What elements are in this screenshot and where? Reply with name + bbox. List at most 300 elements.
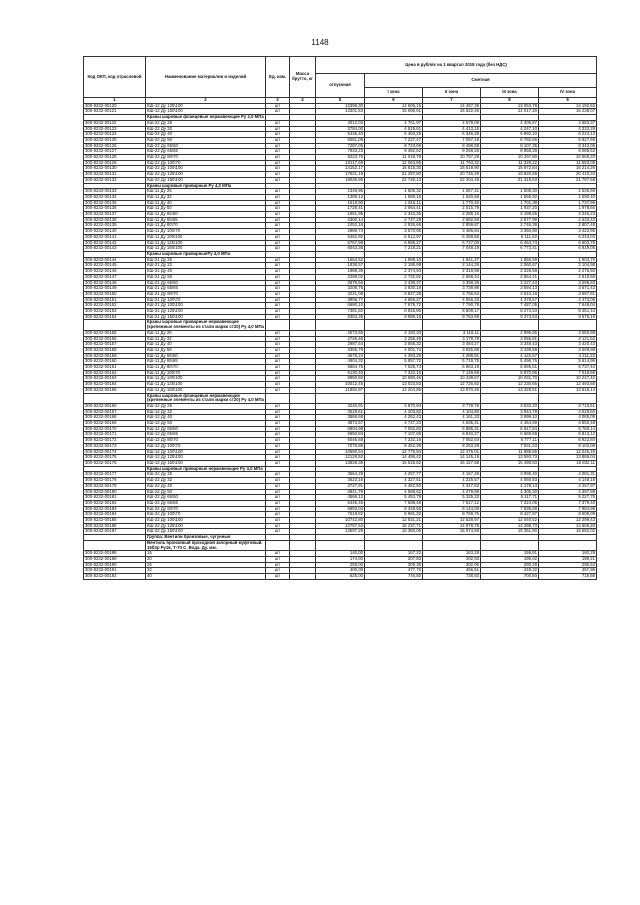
price-cell: 2 195,99 (365, 263, 423, 269)
code-cell: 300-8232-00155 (84, 330, 146, 336)
price-cell: 6130,40 (316, 370, 365, 376)
price-cell: 14152,17 (316, 166, 365, 172)
empty-cell (365, 320, 423, 330)
price-cell: 457,96 (539, 568, 597, 574)
name-cell: КШ-11 Ду 65\50 (146, 212, 266, 218)
price-cell: 8 609,09 (539, 512, 597, 518)
unit-cell: шт (266, 336, 290, 342)
price-cell: 19 920,69 (481, 172, 539, 178)
price-cell: 4 257,77 (365, 472, 423, 478)
price-cell: 10742,80 (316, 518, 365, 524)
price-cell: 6 617,84 (481, 426, 539, 432)
price-cell: 5950,84 (316, 432, 365, 438)
price-cell: 5436,40 (316, 132, 365, 138)
unit-cell: шт (266, 229, 290, 235)
price-cell: 4 406,87 (481, 120, 539, 126)
price-cell: 1 536,69 (539, 189, 597, 195)
price-cell: 2726,46 (316, 336, 365, 342)
price-cell: 6 464,74 (481, 240, 539, 246)
unit-cell: шт (266, 126, 290, 132)
unit-cell: шт (266, 137, 290, 143)
price-cell: 8 144,09 (423, 506, 481, 512)
price-cell: 2 064,41 (365, 206, 423, 212)
price-cell: 4 747,23 (365, 421, 423, 427)
group-name-cell: Краны шаровые фланцевые нержавеющие (крепежные элементы из стали марки ст20) Ру 4,0 МПа (147, 393, 264, 403)
price-cell: 2 668,44 (423, 274, 481, 280)
price-cell: 13 023,83 (365, 382, 423, 388)
price-cell: 10 569,20 (539, 155, 597, 161)
price-cell: 163,28 (423, 551, 481, 557)
price-cell: 2 619,56 (539, 274, 597, 280)
price-cell: 4 060,83 (481, 478, 539, 484)
price-cell: 10 438,67 (423, 376, 481, 382)
price-cell: 5462,92 (316, 234, 365, 240)
price-cell: 13 886,04 (539, 455, 597, 461)
name-cell: КШ-11 Ду 80\70 (146, 365, 266, 371)
price-cell: 7 517,12 (423, 500, 481, 506)
code-cell: 300-8232-00137 (84, 212, 146, 218)
price-cell: 3841,78 (316, 489, 365, 495)
code-cell: 300-8232-00146 (84, 269, 146, 275)
empty-cell (423, 540, 481, 550)
price-cell: 3 756,63 (423, 291, 481, 297)
price-cell: 6 813,12 (539, 432, 597, 438)
code-cell: 300-8232-00176 (84, 461, 146, 467)
price-cell: 6 111,62 (481, 234, 539, 240)
price-cell: 6046,68 (316, 438, 365, 444)
empty-cell (539, 393, 597, 403)
name-cell: КШ-21 Ду 65\50 (146, 280, 266, 286)
code-cell: 300-8232-00130 (84, 166, 146, 172)
price-cell: 1961,95 (316, 212, 365, 218)
price-cell: 4 761,97 (365, 120, 423, 126)
code-cell: 300-8232-00136 (84, 206, 146, 212)
price-cell: 2 577,99 (481, 217, 539, 223)
price-cell: 4 588,62 (365, 489, 423, 495)
price-cell: 3874,57 (316, 421, 365, 427)
price-cell: 7 379,40 (539, 500, 597, 506)
price-cell: 3 509,98 (539, 347, 597, 353)
name-cell: КШ-22 Ду 100\70 (146, 160, 266, 166)
price-cell: 8 858,28 (481, 149, 539, 155)
group-name-cell: Группа: Вентили бронзовые, чугунные (146, 535, 266, 541)
group-name-cell: Краны шаровые приварные Ру 4,0 МПа (146, 183, 266, 189)
price-cell: 12 063,86 (365, 160, 423, 166)
price-cell: 3 348,43 (481, 342, 539, 348)
code-cell: 300-8232-00140 (84, 229, 146, 235)
unit-cell: шт (266, 421, 290, 427)
page-number: 1148 (311, 38, 329, 47)
name-cell: КШ-12 Ду 100\70 (146, 443, 266, 449)
name-cell: КШ-11 Ду 40 (146, 200, 266, 206)
price-cell: 12 493,65 (539, 382, 597, 388)
price-cell: 1 620,68 (423, 194, 481, 200)
unit-cell: шт (266, 556, 290, 562)
price-cell: 6680,10 (316, 303, 365, 309)
unit-cell: шт (266, 461, 290, 467)
price-cell: 715,56 (539, 574, 597, 580)
price-cell: 466,51 (423, 568, 481, 574)
price-cell: 2 926,66 (365, 223, 423, 229)
unit-cell: шт (266, 359, 290, 365)
price-cell: 3221,08 (316, 291, 365, 297)
name-cell: КШ-11 Ду 100\100 (146, 234, 266, 240)
price-cell: 9223,76 (316, 155, 365, 161)
price-cell: 21 318,63 (481, 177, 539, 183)
header-zone-3: III зона (481, 88, 539, 98)
price-cell: 202,93 (423, 556, 481, 562)
price-cell: 4 454,69 (481, 421, 539, 427)
unit-cell: шт (266, 483, 290, 489)
header-smetnaya: Сметная (365, 74, 597, 88)
code-cell: 300-8232-00153 (84, 309, 146, 315)
price-cell: 6 243,04 (539, 234, 597, 240)
empty-cell (365, 540, 423, 550)
price-cell: 3 594,13 (481, 286, 539, 292)
name-cell: КШ-11 Ду 65\65 (146, 217, 266, 223)
price-cell: 6 773,41 (481, 246, 539, 252)
price-cell: 7 052,04 (423, 438, 481, 444)
price-cell: 625,00 (316, 574, 365, 580)
group-header-row (84, 540, 597, 550)
price-cell: 700,50 (481, 574, 539, 580)
price-cell: 2 343,35 (365, 212, 423, 218)
price-cell: 3 121,52 (539, 336, 597, 342)
price-cell: 6 737,44 (539, 365, 597, 371)
price-cell: 1 978,66 (539, 206, 597, 212)
unit-cell: шт (266, 189, 290, 195)
price-cell: 3678,24 (316, 353, 365, 359)
group-name-cell: Вентиль бронзовый проходной запорный муфтовый. 15б3р Ру16, Т-70 С. Вода. Ду. мм. (146, 540, 266, 550)
price-cell: 14 606,20 (539, 523, 597, 529)
price-cell: 3 420,43 (539, 342, 597, 348)
price-cell: 3519,61 (316, 409, 365, 415)
name-cell: КШ-22 Ду 65\65 (146, 149, 266, 155)
unit-cell: шт (266, 365, 290, 371)
price-cell: 3 055,81 (481, 336, 539, 342)
group-name-cell: Краны шаровые приварные нержавеющие Ру 4,0 МПа (146, 466, 266, 472)
price-cell: 199,21 (539, 556, 597, 562)
unit-cell: шт (266, 489, 290, 495)
col-num: 9 (539, 98, 597, 104)
name-cell: КШ-22 Ду 100\70 (146, 512, 266, 518)
price-cell: 9 989,18 (365, 314, 423, 320)
price-cell: 12398,30 (316, 103, 365, 109)
price-cell: 302,06 (423, 562, 481, 568)
price-cell: 13 329,51 (481, 387, 539, 393)
price-cell: 8 253,29 (423, 443, 481, 449)
price-cell: 3 999,10 (481, 415, 539, 421)
unit-cell: шт (266, 286, 290, 292)
name-cell: КШ-21 Ду 100\70 (146, 297, 266, 303)
price-cell: 6043,38 (316, 246, 365, 252)
code-cell: 300-8232-00169 (84, 421, 146, 427)
col-num: 8 (481, 98, 539, 104)
price-cell: 11 793,32 (423, 160, 481, 166)
name-cell: КШ-22 Ду 65\50 (146, 143, 266, 149)
price-cell: 477,76 (365, 568, 423, 574)
name-cell: КШ-22 Ду 25 (146, 120, 266, 126)
name-cell: КШ-11 Ду 125\100 (146, 240, 266, 246)
price-cell: 2879,56 (316, 280, 365, 286)
price-cell: 12 528,97 (423, 518, 481, 524)
price-cell: 4566,13 (316, 495, 365, 501)
code-cell: 300-8232-00183 (84, 506, 146, 512)
price-cell: 1 555,92 (481, 194, 539, 200)
name-cell: КШ-11 Ду 65\50 (146, 353, 266, 359)
price-cell: 1518,90 (316, 200, 365, 206)
price-cell: 2 246,23 (539, 212, 597, 218)
unit-cell: шт (266, 443, 290, 449)
price-cell: 207,83 (365, 556, 423, 562)
price-cell: 2 276,50 (539, 269, 597, 275)
code-cell: 300-8232-00160 (84, 359, 146, 365)
price-cell: 7 322,16 (365, 370, 423, 376)
unit-cell: шт (266, 314, 290, 320)
unit-cell: шт (266, 274, 290, 280)
price-cell: 6 782,65 (481, 137, 539, 143)
price-cell: 2 144,26 (423, 263, 481, 269)
unit-cell: шт (266, 257, 290, 263)
price-cell: 12 230,65 (481, 382, 539, 388)
name-cell: КШ-21 Ду 100\100 (146, 303, 266, 309)
price-cell: 4904,32 (316, 359, 365, 365)
price-cell: 10 247,42 (539, 376, 597, 382)
price-cell: 4 327,51 (365, 478, 423, 484)
unit-cell: шт (266, 500, 290, 506)
price-cell: 16 516,62 (365, 461, 423, 467)
unit-cell: шт (266, 120, 290, 126)
unit-cell: шт (266, 529, 290, 535)
unit-cell: шт (266, 280, 290, 286)
code-cell: 300-8232-00172 (84, 438, 146, 444)
price-cell: 10012,45 (316, 382, 365, 388)
price-cell: 7 028,74 (365, 365, 423, 371)
price-cell: 3 439,37 (365, 280, 423, 286)
price-cell: 4 122,57 (481, 353, 539, 359)
price-cell: 3 256,49 (365, 336, 423, 342)
price-cell: 4 161,33 (423, 415, 481, 421)
code-cell: 300-8232-00142 (84, 240, 146, 246)
col-num: 5 (316, 98, 365, 104)
price-cell: 9 259,26 (423, 149, 481, 155)
unit-cell: шт (266, 194, 290, 200)
name-cell: КШ-11 Ду 80\70 (146, 223, 266, 229)
name-cell: КШ-12 Ду 25 (146, 403, 266, 409)
price-cell: 11892,87 (316, 387, 365, 393)
empty-cell (423, 320, 481, 330)
unit-cell: шт (266, 234, 290, 240)
name-cell: КШ-21 Ду 150\100 (146, 314, 266, 320)
price-cell: 7 836,59 (481, 506, 539, 512)
price-cell: 3564,28 (316, 472, 365, 478)
price-cell: 10690,54 (316, 449, 365, 455)
price-cell: 3 568,32 (365, 342, 423, 348)
price-cell: 3 422,95 (539, 229, 597, 235)
name-cell: КШ-11 Ду 100\70 (146, 229, 266, 235)
header-zone-2: II зона (423, 88, 481, 98)
price-cell: 15 872,84 (481, 166, 539, 172)
price-cell: 22 204,48 (423, 177, 481, 183)
price-cell: 15 237,71 (365, 523, 423, 529)
code-cell: 300-8232-00192 (84, 574, 146, 580)
price-cell: 6 224,13 (539, 132, 597, 138)
price-cell: 16 127,58 (423, 461, 481, 467)
name-cell: КШ-21 Ду 32 (146, 263, 266, 269)
unit-cell: шт (266, 303, 290, 309)
price-cell: 5 117,71 (481, 495, 539, 501)
unit-cell: шт (266, 455, 290, 461)
name-cell: 32 (146, 568, 266, 574)
empty-cell (266, 393, 290, 403)
code-cell: 300-8232-00120 (84, 103, 146, 109)
price-cell: 7 790,78 (423, 303, 481, 309)
unit-cell: шт (266, 103, 290, 109)
price-cell: 8 273,53 (481, 309, 539, 315)
price-cell: 2 633,43 (539, 217, 597, 223)
price-cell: 259,00 (316, 562, 365, 568)
code-cell: 300-8232-00189 (84, 556, 146, 562)
name-cell: КШ-22 Ду 125\100 (146, 523, 266, 529)
name-cell: КШ-21 Ду 80\70 (146, 291, 266, 297)
name-cell: КШ-21 Ду 25 (146, 257, 266, 263)
price-cell: 4 029,60 (539, 409, 597, 415)
unit-cell: шт (266, 155, 290, 161)
empty-cell (423, 393, 481, 403)
code-cell: 300-8232-00159 (84, 353, 146, 359)
code-cell: 300-8232-00156 (84, 336, 146, 342)
name-cell: КШ-22 Ду 50 (146, 489, 266, 495)
price-cell: 14 017,20 (481, 109, 539, 115)
name-cell: 20 (146, 556, 266, 562)
price-cell: 1 937,20 (481, 206, 539, 212)
name-cell: КШ-12 Ду 65\50 (146, 426, 266, 432)
code-cell: 300-8232-00170 (84, 426, 146, 432)
price-cell: 20 745,29 (423, 172, 481, 178)
empty-cell (481, 393, 539, 403)
price-cell: 2300,14 (316, 217, 365, 223)
price-cell: 3 632,40 (481, 403, 539, 409)
price-cell: 13301,53 (316, 109, 365, 115)
price-cell: 3 570,95 (365, 229, 423, 235)
price-cell: 2 198,55 (481, 212, 539, 218)
price-cell: 2987,54 (316, 342, 365, 348)
unit-cell: шт (266, 426, 290, 432)
price-cell: 11 583,05 (539, 160, 597, 166)
price-cell: 7 107,69 (365, 432, 423, 438)
name-cell: КШ-12 Ду 65\65 (146, 432, 266, 438)
unit-cell: шт (266, 562, 290, 568)
unit-cell: шт (266, 523, 290, 529)
code-cell: 300-8232-00184 (84, 512, 146, 518)
price-cell: 7 931,53 (481, 443, 539, 449)
price-cell: 15 522,46 (423, 109, 481, 115)
price-cell: 16 360,05 (365, 529, 423, 535)
code-cell: 300-8232-00127 (84, 149, 146, 155)
code-cell: 300-8232-00166 (84, 403, 146, 409)
price-cell: 7 227,47 (365, 137, 423, 143)
price-cell: 12128,52 (316, 455, 365, 461)
price-cell: 156,91 (481, 551, 539, 557)
code-cell: 300-8232-00152 (84, 303, 146, 309)
group-name-cell: Краны шаровые фланцевые нержавеющие Ру 2,5 МПа (147, 114, 264, 120)
empty-cell (266, 540, 290, 550)
price-cell: 4 397,88 (539, 489, 597, 495)
code-cell: 300-8232-00121 (84, 109, 146, 115)
price-cell: 4 289,81 (423, 353, 481, 359)
price-cell: 309,35 (365, 562, 423, 568)
col-num: 7 (423, 98, 481, 104)
group-name-cell: Краны шаровые приварныеРу 4,0 МПа (146, 251, 266, 257)
price-cell: 6 727,00 (423, 240, 481, 246)
name-cell: КШ-22 Ду 32 (146, 478, 266, 484)
price-cell: 12 040,52 (481, 518, 539, 524)
price-cell: 8 342,06 (539, 143, 597, 149)
code-cell: 300-8232-00173 (84, 443, 146, 449)
price-cell: 7076,88 (316, 443, 365, 449)
price-cell: 15 696,91 (365, 109, 423, 115)
code-cell: 300-8232-00181 (84, 495, 146, 501)
unit-cell: шт (266, 149, 290, 155)
price-cell: 13 616,14 (539, 387, 597, 393)
unit-cell: шт (266, 240, 290, 246)
price-cell: 5 719,75 (423, 359, 481, 365)
name-cell: КШ-12 Ду 80\70 (146, 438, 266, 444)
price-cell: 15 832,11 (539, 461, 597, 467)
price-cell: 3 847,28 (365, 291, 423, 297)
price-cell: 10 690,46 (365, 376, 423, 382)
name-cell: КШ-11 Ду 32 (146, 336, 266, 342)
price-cell: 10117,69 (316, 160, 365, 166)
price-cell: 2 746,38 (481, 223, 539, 229)
price-cell: 3 439,59 (481, 347, 539, 353)
price-cell: 13 053,78 (481, 103, 539, 109)
name-cell: КШ-12 Ду 50 (146, 421, 266, 427)
price-cell: 8 723,69 (365, 143, 423, 149)
price-cell: 1 865,59 (481, 257, 539, 263)
code-cell: 300-8232-00158 (84, 347, 146, 353)
price-cell: 1389,12 (316, 194, 365, 200)
unit-cell: шт (266, 478, 290, 484)
unit-cell: шт (266, 449, 290, 455)
price-cell: 13828,38 (316, 461, 365, 467)
price-cell: 2 015,79 (423, 206, 481, 212)
price-cell: 3784,00 (316, 126, 365, 132)
price-cell: 1 815,11 (365, 200, 423, 206)
code-cell: 300-8232-00180 (84, 489, 146, 495)
price-cell: 7519,82 (316, 512, 365, 518)
price-cell: 7 648,04 (539, 303, 597, 309)
price-cell: 5 453,79 (365, 495, 423, 501)
name-cell: КШ-12 Ду 150\100 (146, 109, 266, 115)
price-cell: 2 318,99 (423, 269, 481, 275)
unit-cell: шт (266, 387, 290, 393)
name-cell: КШ-12 Ду 125\100 (146, 103, 266, 109)
unit-cell: шт (266, 223, 290, 229)
price-cell: 6 919,05 (539, 246, 597, 252)
code-cell: 300-8232-00144 (84, 257, 146, 263)
price-cell: 7 052,83 (365, 426, 423, 432)
price-cell: 9 753,89 (423, 314, 481, 320)
name-cell: КШ-11 Ду 100\70 (146, 370, 266, 376)
price-cell: 7 149,69 (423, 370, 481, 376)
name-cell: КШ-11 Ду 125\100 (146, 382, 266, 388)
price-cell: 3 484,27 (423, 342, 481, 348)
price-cell: 1988,39 (316, 269, 365, 275)
unit-cell: шт (266, 291, 290, 297)
price-cell: 4 081,31 (539, 472, 597, 478)
price-cell: 10 297,80 (481, 155, 539, 161)
